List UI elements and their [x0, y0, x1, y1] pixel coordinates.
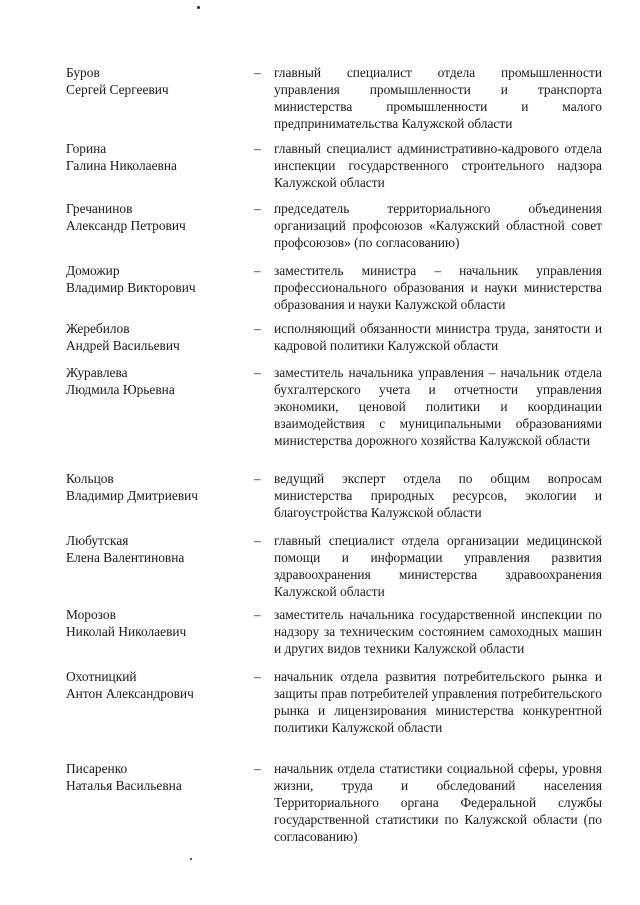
member-given-names: Николай Николаевич — [66, 624, 187, 639]
member-given-names: Галина Николаевна — [66, 158, 177, 173]
dash-separator: – — [254, 533, 261, 548]
member-name — [66, 606, 251, 640]
member-name — [66, 668, 251, 702]
member-given-names: Елена Валентиновна — [66, 550, 185, 565]
member-position: исполняющий обязанности министра труда, занятости и кадровой политики Калужской области — [274, 321, 602, 353]
scan-speck — [197, 6, 200, 9]
member-given-names: Александр Петрович — [66, 218, 186, 233]
member-position: заместитель министра – начальник управления профессионального образования и науки министерства образования и науки Калужской области — [274, 263, 602, 312]
member-surname: Горина — [66, 141, 107, 156]
member-position: начальник отдела статистики социальной сферы, уровня жизни, труда и обследований населения Территориального органа Федеральной службы государственной статистики по Калужской области (по согласованию) — [274, 761, 602, 844]
member-given-names: Людмила Юрьевна — [66, 382, 175, 397]
member-given-names: Владимир Дмитриевич — [66, 488, 199, 503]
dash-separator: – — [254, 471, 261, 486]
member-given-names: Сергей Сергеевич — [66, 82, 169, 97]
member-surname: Жеребилов — [66, 321, 130, 336]
dash-separator: – — [254, 669, 261, 684]
member-surname: Доможир — [66, 263, 120, 278]
member-position: заместитель начальника государственной инспекции по надзору за техническим состоянием самоходных машин и других видов техники Калужской области — [274, 607, 602, 656]
dash-separator: – — [254, 321, 261, 336]
dash-separator: – — [254, 761, 261, 776]
dash-separator: – — [254, 263, 261, 278]
member-surname: Журавлева — [66, 365, 128, 380]
scan-speck — [190, 858, 192, 860]
member-position: председатель территориального объединения организаций профсоюзов «Калужский областной совет профсоюзов» (по согласованию) — [274, 201, 602, 250]
member-name — [66, 532, 251, 566]
member-given-names: Владимир Викторович — [66, 280, 196, 295]
member-name — [66, 140, 251, 174]
member-given-names: Андрей Васильевич — [66, 338, 180, 353]
member-position: начальник отдела развития потребительского рынка и защиты прав потребителей управления потребительского рынка и лицензирования министерства конкурентной политики Калужской области — [274, 669, 602, 735]
member-name — [66, 364, 251, 398]
member-surname: Кольцов — [66, 471, 114, 486]
dash-separator: – — [254, 141, 261, 156]
member-position: главный специалист отдела промышленности управления промышленности и транспорта министерства промышленности и малого предпринимательства Калужской области — [274, 65, 602, 131]
member-surname: Охотницкий — [66, 669, 137, 684]
dash-separator: – — [254, 201, 261, 216]
dash-separator: – — [254, 65, 261, 80]
member-given-names: Наталья Васильевна — [66, 778, 182, 793]
dash-separator: – — [254, 607, 261, 622]
member-surname: Буров — [66, 65, 100, 80]
member-position: заместитель начальника управления – начальник отдела бухгалтерского учета и отчетности управления экономики, ценовой политики и координации взаимодействия с муниципальными образованиями министерства дорожного хозяйства Калужской области — [274, 365, 602, 448]
member-name — [66, 64, 251, 98]
member-position: главный специалист административно-кадрового отдела инспекции государственного строительного надзора Калужской области — [274, 141, 602, 190]
member-name — [66, 320, 251, 354]
member-name — [66, 470, 251, 504]
dash-separator: – — [254, 365, 261, 380]
member-name — [66, 262, 251, 296]
member-given-names: Антон Александрович — [66, 686, 194, 701]
member-position: ведущий эксперт отдела по общим вопросам министерства природных ресурсов, экологии и благоустройства Калужской области — [274, 471, 602, 520]
member-surname: Писаренко — [66, 761, 128, 776]
member-surname: Гречанинов — [66, 201, 133, 216]
member-name — [66, 200, 251, 234]
member-position: главный специалист отдела организации медицинской помощи и информации управления развития здравоохранения министерства здравоохранения Калужской области — [274, 533, 602, 599]
member-surname: Любутская — [66, 533, 129, 548]
member-surname: Морозов — [66, 607, 116, 622]
member-name — [66, 760, 251, 794]
